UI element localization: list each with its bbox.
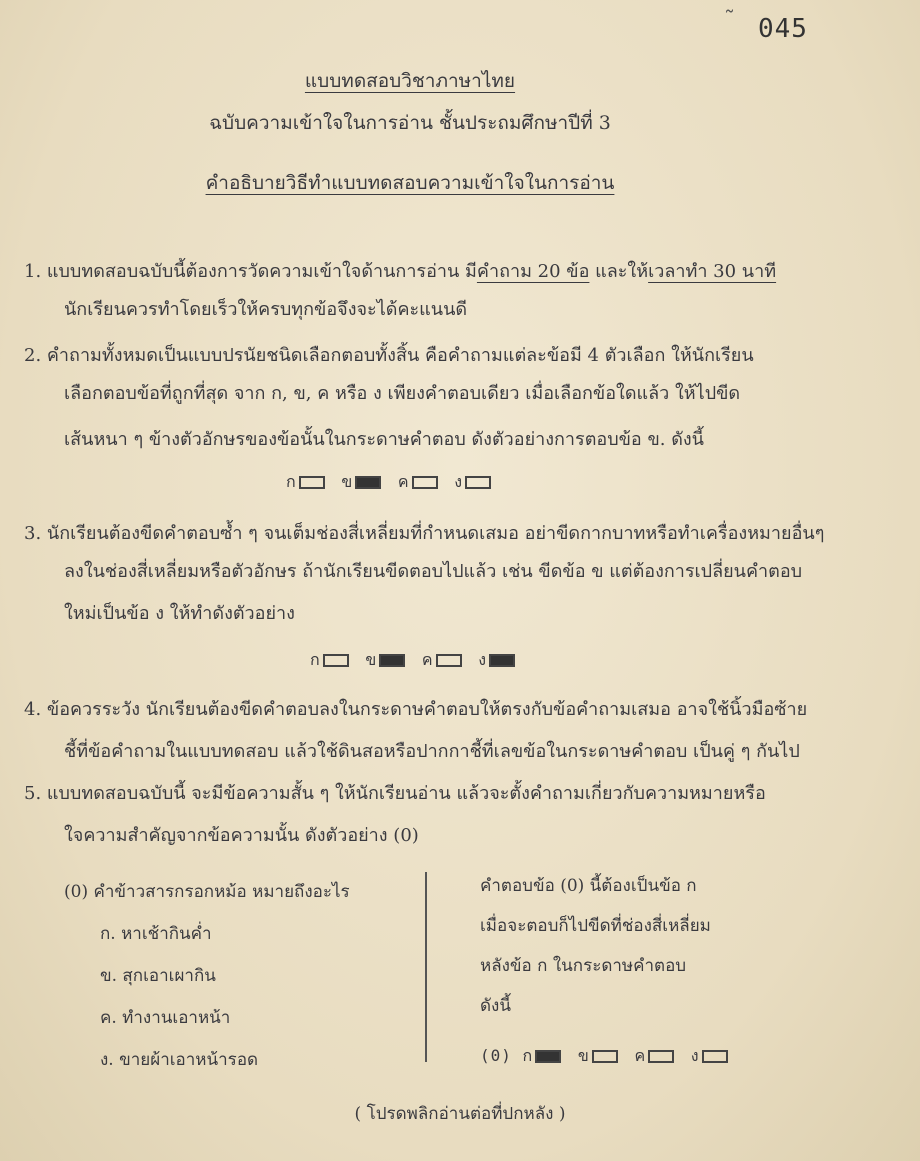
answer-box-filled (489, 654, 515, 667)
answer-box (592, 1050, 618, 1063)
answer-example-1 (286, 470, 497, 495)
choice-letter: ก (286, 472, 297, 491)
column-divider (425, 872, 427, 1062)
item-3-line-1: 3. นักเรียนต้องขีดคำตอบซ้ำ ๆ จนเต็มช่องสี่เหลี่ยมที่กำหนดเสมอ อย่าขีดกากบาทหรือทำเครื่องหมายอื่นๆ (24, 523, 825, 544)
choice-letter: ง (454, 472, 464, 491)
choice-letter: ง (478, 650, 488, 669)
answer-box (702, 1050, 728, 1063)
example-option-d: ง. ขายผ้าเอาหน้ารอด (100, 1050, 259, 1070)
example-answer-row (480, 1044, 734, 1069)
test-title: แบบทดสอบวิชาภาษาไทย (304, 70, 516, 92)
test-subtitle: ฉบับความเข้าใจในการอ่าน ชั้นประถมศึกษาปีที่ 3 (209, 112, 611, 134)
example-explain-1: คำตอบข้อ (0) นี้ต้องเป็นข้อ ก (480, 876, 697, 896)
answer-box (323, 654, 349, 667)
choice-letter: ก (522, 1046, 534, 1065)
answer-box (299, 476, 325, 489)
answer-box (412, 476, 438, 489)
choice-letter: ค (421, 650, 434, 669)
item-3-line-3: ใหม่เป็นข้อ ง ให้ทำดังตัวอย่าง (64, 603, 295, 624)
item-2-line-3: เส้นหนา ๆ ข้างตัวอักษรของข้อนั้นในกระดาษคำตอบ ดังตัวอย่างการตอบข้อ ข. ดังนี้ (64, 429, 704, 450)
choice-letter: ข (341, 472, 354, 491)
example-explain-2: เมื่อจะตอบก็ไปขีดที่ช่องสี่เหลี่ยม (480, 916, 711, 936)
footer-note: ( โปรดพลิกอ่านต่อที่ปกหลัง ) (354, 1104, 566, 1124)
item-2-line-2: เลือกตอบข้อที่ถูกที่สุด จาก ก, ข, ค หรือ ง เพียงคำตอบเดียว เมื่อเลือกข้อใดแล้ว ให้ไปขีด (64, 383, 741, 404)
item-5-line-1: 5. แบบทดสอบฉบับนี้ จะมีข้อความสั้น ๆ ให้นักเรียนอ่าน แล้วจะตั้งคำถามเกี่ยวกับความหมายหรือ (24, 783, 766, 804)
example-option-b: ข. สุกเอาเผากิน (100, 966, 216, 986)
example-question: (0) คำข้าวสารกรอกหม้อ หมายถึงอะไร (64, 882, 350, 902)
example-option-a: ก. หาเช้ากินค่ำ (100, 924, 212, 944)
example-explain-3: หลังข้อ ก ในกระดาษคำตอบ (480, 956, 687, 976)
item-3-line-2: ลงในช่องสี่เหลี่ยมหรือตัวอักษร ถ้านักเรียนขีดตอบไปแล้ว เช่น ขีดข้อ ข แต่ต้องการเปลี่ยนคำตอบ (64, 561, 803, 582)
answer-box (648, 1050, 674, 1063)
instructions-heading: คำอธิบายวิธีทำแบบทดสอบความเข้าใจในการอ่าน (205, 172, 615, 194)
answer-box-filled (535, 1050, 561, 1063)
item-4-line-1: 4. ข้อควรระวัง นักเรียนต้องขีดคำตอบลงในกระดาษคำตอบให้ตรงกับข้อคำถามเสมอ อาจใช้นิ้วมือซ้าย (24, 699, 808, 720)
item-1-line-1: 1. แบบทดสอบฉบับนี้ต้องการวัดความเข้าใจด้านการอ่าน มีคำถาม 20 ข้อ และให้เวลาทำ 30 นาที (24, 261, 777, 282)
item-4-line-2: ชี้ที่ข้อคำถามในแบบทดสอบ แล้วใช้ดินสอหรือปากกาชี้ที่เลขข้อในกระดาษคำตอบ เป็นคู่ ๆ กันไป (64, 741, 800, 762)
page-number: 045 (758, 14, 808, 44)
page-tick: ˜ (724, 8, 735, 33)
answer-box-filled (355, 476, 381, 489)
choice-letter: ก (310, 650, 321, 669)
answer-example-2 (310, 648, 521, 673)
choice-letter: ข (365, 650, 378, 669)
choice-letter: ค (397, 472, 410, 491)
choice-letter: ง (690, 1046, 700, 1065)
answer-box-crossed (379, 654, 405, 667)
answer-box (436, 654, 462, 667)
item-1-line-2: นักเรียนควรทำโดยเร็วให้ครบทุกข้อจึงจะได้คะแนนดี (64, 299, 468, 320)
item-5-line-2: ใจความสำคัญจากข้อความนั้น ดังตัวอย่าง (0) (64, 825, 419, 846)
answer-label: (0) (480, 1046, 512, 1065)
choice-letter: ค (634, 1046, 647, 1065)
example-option-c: ค. ทำงานเอาหน้า (100, 1008, 231, 1028)
choice-letter: ข (577, 1046, 590, 1065)
example-explain-4: ดังนี้ (480, 996, 511, 1016)
answer-box (465, 476, 491, 489)
item-2-line-1: 2. คำถามทั้งหมดเป็นแบบปรนัยชนิดเลือกตอบทั้งสิ้น คือคำถามแต่ละข้อมี 4 ตัวเลือก ให้นักเรียน (24, 345, 754, 366)
